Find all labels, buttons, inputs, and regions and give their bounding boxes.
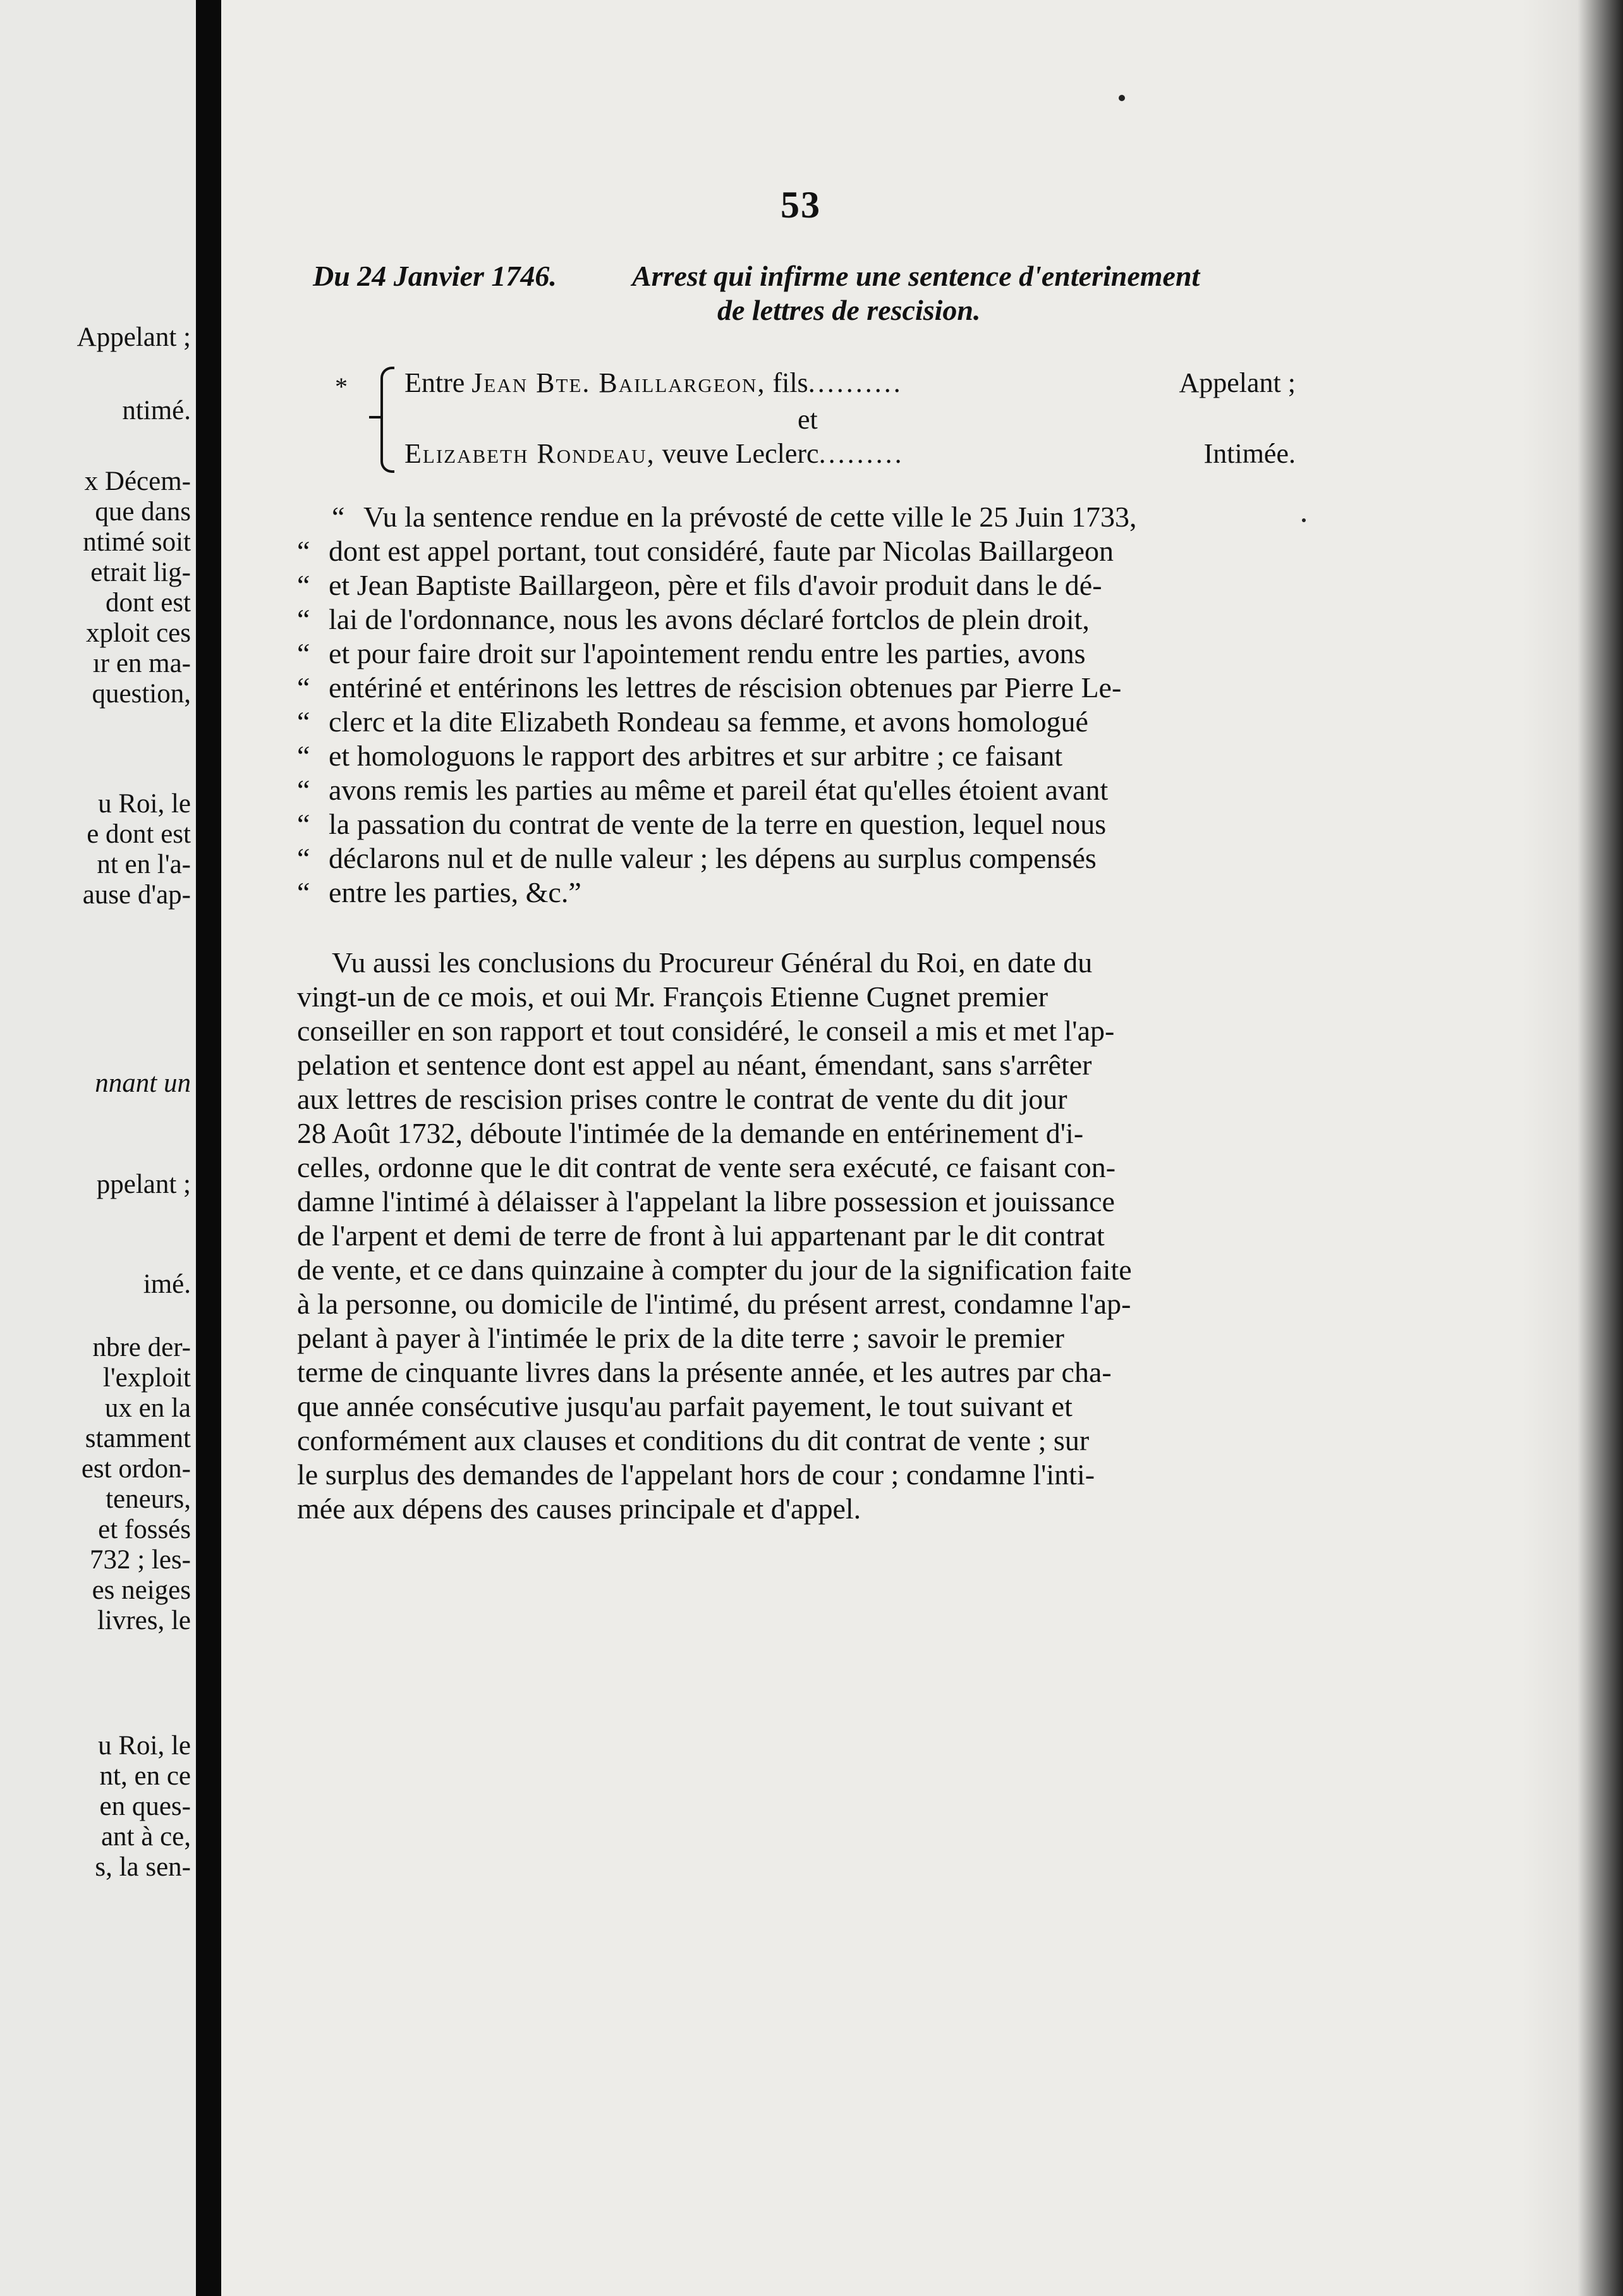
body-line: aux lettres de rescision prises contre le contrat de vente du dit jour [297, 1083, 1067, 1115]
quote-text: avons remis les parties au même et pareil état qu'elles étoient avant [329, 774, 1109, 806]
left-page-line: nt, en ce [99, 1761, 191, 1791]
appellant-suffix: fils [765, 367, 808, 398]
left-page-line: es neiges [92, 1575, 191, 1605]
left-page-line: e dont est [87, 819, 191, 849]
paper-speck [1119, 95, 1125, 101]
quote-text: et homologuons le rapport des arbitres et sur arbitre ; ce faisant [329, 740, 1063, 772]
leader-dots: .......... [808, 367, 903, 398]
left-page-fragment [0, 0, 196, 2296]
body-line: 28 Août 1732, déboute l'intimée de la demande en entérinement d'i- [297, 1117, 1084, 1149]
body-line: de l'arpent et demi de terre de front à lui appartenant par le dit contrat [297, 1219, 1105, 1252]
appellant-name: Jean Bte. Baillargeon, [471, 367, 766, 398]
quote-line [297, 810, 1308, 839]
quote-mark: “ [297, 671, 310, 704]
body-line: pelant à payer à l'intimée le prix de la dite terre ; savoir le premier [297, 1322, 1064, 1354]
left-page-line: nt en l'a- [97, 850, 191, 879]
quote-line [332, 503, 1343, 532]
quote-text: clerc et la dite Elizabeth Rondeau sa femme, et avons homologué [329, 705, 1088, 738]
quote-mark: “ [297, 705, 310, 738]
entry-title-line-2: de lettres de rescision. [717, 294, 981, 326]
respondent-suffix: veuve Leclerc [655, 438, 819, 469]
left-page-line: Appelant ; [76, 322, 191, 352]
parties-block [335, 367, 1296, 474]
quote-mark: “ [297, 774, 310, 806]
body-line: terme de cinquante livres dans la présente année, et les autres par cha- [297, 1356, 1112, 1388]
left-page-line: dont est [106, 588, 191, 618]
book-gutter [196, 0, 221, 2296]
left-page-line: s, la sen- [95, 1852, 191, 1882]
left-page-line: ntimé. [122, 396, 191, 425]
party-connector: et [798, 404, 818, 435]
entry-title-line-1: Arrest qui infirme une sentence d'enterinement [632, 260, 1200, 292]
party-prefix: Entre [404, 367, 465, 398]
party-appellant [404, 367, 903, 399]
left-page-line: que dans [95, 497, 191, 527]
left-page-line: ux en la [104, 1393, 191, 1423]
appellant-role: Appelant ; [1179, 367, 1296, 398]
respondent-role: Intimée. [1203, 438, 1296, 469]
quote-line [297, 639, 1308, 668]
body-line: pelation et sentence dont est appel au néant, émendant, sans s'arrêter [297, 1049, 1092, 1081]
quote-text: la passation du contrat de vente de la terre en question, lequel nous [329, 808, 1107, 840]
body-line: mée aux dépens des causes principale et d'appel. [297, 1493, 861, 1525]
body-line: damne l'intimé à délaisser à l'appelant la libre possession et jouissance [297, 1185, 1115, 1218]
quote-line [297, 844, 1308, 873]
body-line: vingt-un de ce mois, et oui Mr. François Etienne Cugnet premier [297, 980, 1049, 1013]
left-page-line: question, [92, 679, 191, 709]
quote-text: et pour faire droit sur l'apointement rendu entre les parties, avons [329, 637, 1086, 669]
quote-line [297, 878, 1308, 907]
quote-text: Vu la sentence rendue en la prévosté de cette ville le 25 Juin 1733, [363, 501, 1137, 533]
quote-mark: “ [297, 740, 310, 772]
left-page-line: l'exploit [102, 1363, 191, 1393]
left-page-line: est ordon- [81, 1454, 191, 1484]
left-page-line: imé. [143, 1269, 191, 1299]
left-page-line: x Décem- [84, 467, 191, 496]
left-page-line: ause d'ap- [82, 880, 191, 910]
quote-mark: “ [297, 842, 310, 874]
page-number: 53 [781, 184, 821, 226]
body-line: le surplus des demandes de l'appelant hors de cour ; condamne l'inti- [297, 1458, 1095, 1491]
left-page-line: et fossés [98, 1515, 191, 1544]
star-marker: * [335, 372, 348, 401]
entry-date: Du 24 Janvier 1746. [313, 260, 557, 292]
party-respondent [404, 437, 904, 470]
quote-mark: “ [332, 501, 345, 533]
quote-text: entre les parties, &c.” [329, 876, 581, 908]
left-page-line: u Roi, le [98, 1731, 191, 1761]
left-page-line: xploit ces [86, 618, 191, 648]
quote-line [297, 673, 1308, 702]
respondent-name: Elizabeth Rondeau, [404, 438, 655, 469]
left-page-line: stamment [85, 1424, 191, 1453]
quote-text: lai de l'ordonnance, nous les avons déclaré fortclos de plein droit, [329, 603, 1090, 635]
quote-line [297, 707, 1308, 736]
left-page-line: ntimé soit [83, 527, 191, 557]
body-line: à la personne, ou domicile de l'intimé, du présent arrest, condamne l'ap- [297, 1288, 1131, 1320]
leader-dots: ......... [818, 438, 904, 469]
left-page-line: 732 ; les- [89, 1545, 191, 1575]
body-line: celles, ordonne que le dit contrat de vente sera exécuté, ce faisant con- [297, 1151, 1116, 1183]
left-page-line: teneurs, [106, 1484, 191, 1514]
curly-brace-icon [380, 367, 394, 473]
left-page-line: nbre der- [92, 1333, 191, 1362]
left-page-line: ır en ma- [92, 649, 191, 678]
left-page-line: u Roi, le [98, 789, 191, 819]
left-page-line: en ques- [99, 1792, 191, 1821]
quote-line [297, 571, 1308, 600]
quote-text: et Jean Baptiste Baillargeon, père et fils d'avoir produit dans le dé- [329, 569, 1102, 601]
quote-line [297, 742, 1308, 771]
quote-text: déclarons nul et de nulle valeur ; les dépens au surplus compensés [329, 842, 1097, 874]
page-edge-shadow [1522, 0, 1623, 2296]
body-line: Vu aussi les conclusions du Procureur Général du Roi, en date du [332, 946, 1093, 979]
right-page [221, 0, 1623, 2296]
quote-mark: “ [297, 637, 310, 669]
quote-line [297, 605, 1308, 634]
quote-mark: “ [297, 876, 310, 908]
left-page-line: etrait lig- [90, 558, 191, 587]
left-page-line: livres, le [97, 1606, 191, 1635]
left-page-line: ppelant ; [96, 1169, 191, 1199]
quote-mark: “ [297, 808, 310, 840]
quote-line [297, 537, 1308, 566]
quote-text: entériné et entérinons les lettres de réscision obtenues par Pierre Le- [329, 671, 1122, 704]
quote-text: dont est appel portant, tout considéré, faute par Nicolas Baillargeon [329, 535, 1114, 567]
body-line: conseiller en son rapport et tout considéré, le conseil a mis et met l'ap- [297, 1015, 1115, 1047]
body-line: conformément aux clauses et conditions du dit contrat de vente ; sur [297, 1424, 1090, 1456]
body-line: de vente, et ce dans quinzaine à compter du jour de la signification faite [297, 1254, 1132, 1286]
left-page-line: nnant un [95, 1068, 191, 1098]
quote-mark: “ [297, 535, 310, 567]
paper-speck [1302, 518, 1306, 522]
body-line: que année consécutive jusqu'au parfait payement, le tout suivant et [297, 1390, 1073, 1422]
left-page-line: ant à ce, [100, 1822, 191, 1852]
quote-line [297, 776, 1308, 805]
quote-mark: “ [297, 603, 310, 635]
quote-mark: “ [297, 569, 310, 601]
